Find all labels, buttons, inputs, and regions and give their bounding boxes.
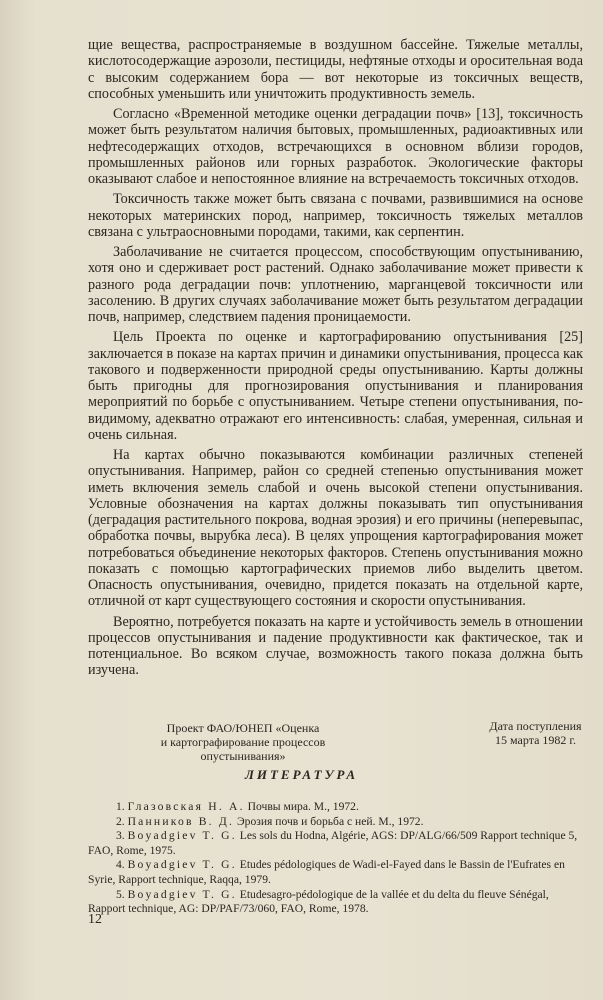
paragraph: Цель Проекта по оценке и картографированию опустынивания [25] заключается в показе на картах причин и динамики опустынивания, процесса как такового и подверженности природной среды опустыниванию. Карты должны быть пригодны для прогнозирования опустынивания и планирования мероприятий по борьбе с опустыниванием. Четыре степени опустынивания, по-видимому, адекватно отражают его интенсивность: слабая, умеренная, сильная и очень сильная.: [88, 329, 583, 443]
reference-list: [88, 800, 588, 917]
reference-item: 5. Boyadgiev T. G. Etudesagro-pédologique de la vallée et du delta du fleuve Sénégal, Rapport technique, AG: DP/PAF/73/060, FAO, Rome, 1978.: [88, 887, 549, 916]
date-label: Дата поступления: [489, 719, 582, 733]
paragraph: Токсичность также может быть связана с почвами, развившимися на основе некоторых материнских пород, например, токсичность тяжелых металлов связана с ультраосновными породами, такими, как серпентин.: [88, 191, 583, 240]
project-line: Проект ФАО/ЮНЕП «Оценка: [166, 721, 320, 735]
paragraph: Согласно «Временной методике оценки деградации почв» [13], токсичность может быть результатом наличия бытовых, промышленных, радиоактивных или нефтесодержащих отходов, встречающихся в основном вблизи городов, промышленных районов или горных разработок. Экологические факторы оказывают слабое и непостоянное влияние на встречаемость токсичных отходов.: [88, 106, 583, 187]
reference-item: 4. Boyadgiev T. G. Etudes pédologiques de Wadi-el-Fayed dans le Bassin de l'Eufrates en Syrie, Rapport technique, Raqqa, 1979.: [88, 858, 565, 886]
reference-item: 1. Глазовская Н. А. Почвы мира. М., 1972.: [116, 800, 359, 813]
paragraph: Заболачивание не считается процессом, способствующим опустыниванию, хотя оно и сдерживает рост растений. Однако заболачивание может привести к разного рода деградации почв: уплотнению, марганцевой токсичности или засолению. В других случаях заболачивание может быть результатом деградации почв, например, следствием падения проницаемости.: [88, 244, 583, 325]
project-line: и картографирование процессов опустынивания»: [160, 735, 326, 763]
paragraph: щие вещества, распространяемые в воздушном бассейне. Тяжелые металлы, кислотосодержащие аэрозоли, пестициды, нефтяные отходы и оросительная вода с высоким содержанием бора — вот некоторые из токсичных веществ, способных уменьшить или уничтожить продуктивность земель.: [88, 37, 583, 102]
project-signature: [118, 721, 368, 763]
received-date: [478, 719, 593, 747]
reference-item: 3. Boyadgiev T. G. Les sols du Hodna, Algérie, AGS: DP/ALG/66/509 Rapport technique 5, FAO, Rome, 1975.: [88, 829, 578, 857]
paragraph: Вероятно, потребуется показать на карте и устойчивость земель в отношении процессов опустынивания и падение продуктивности как фактическое, так и потенциальное. Во всяком случае, возможность такого показа должна быть изучена.: [88, 613, 583, 679]
page-number: 12: [88, 912, 102, 927]
literature-heading: ЛИТЕРАТУРА: [244, 767, 359, 782]
paragraph: На картах обычно показываются комбинации различных степеней опустынивания. Например, район со средней степенью опустынивания может иметь включения земель слабой и очень высокой степени опустынивания. Условные обозначения на картах должны показывать тип опустынивания (деградация растительного покрова, водная эрозия) и его причины (неперевыпас, обработка почвы, вырубка леса). В целях упрощения картографирования может потребоваться объединение некоторых факторов. Степень опустынивания можно показать с помощью картографических приемов либо выделить цветом. Опасность опустынивания, очевидно, придется показать на отдельной карте, отличной от карт существующего состояния и скорости опустынивания.: [88, 447, 583, 610]
reference-item: 2. Панников В. Д. Эрозия почв и борьба с ней. М., 1972.: [116, 814, 424, 828]
body-text: [88, 37, 583, 683]
date-value: 15 марта 1982 г.: [495, 733, 576, 747]
